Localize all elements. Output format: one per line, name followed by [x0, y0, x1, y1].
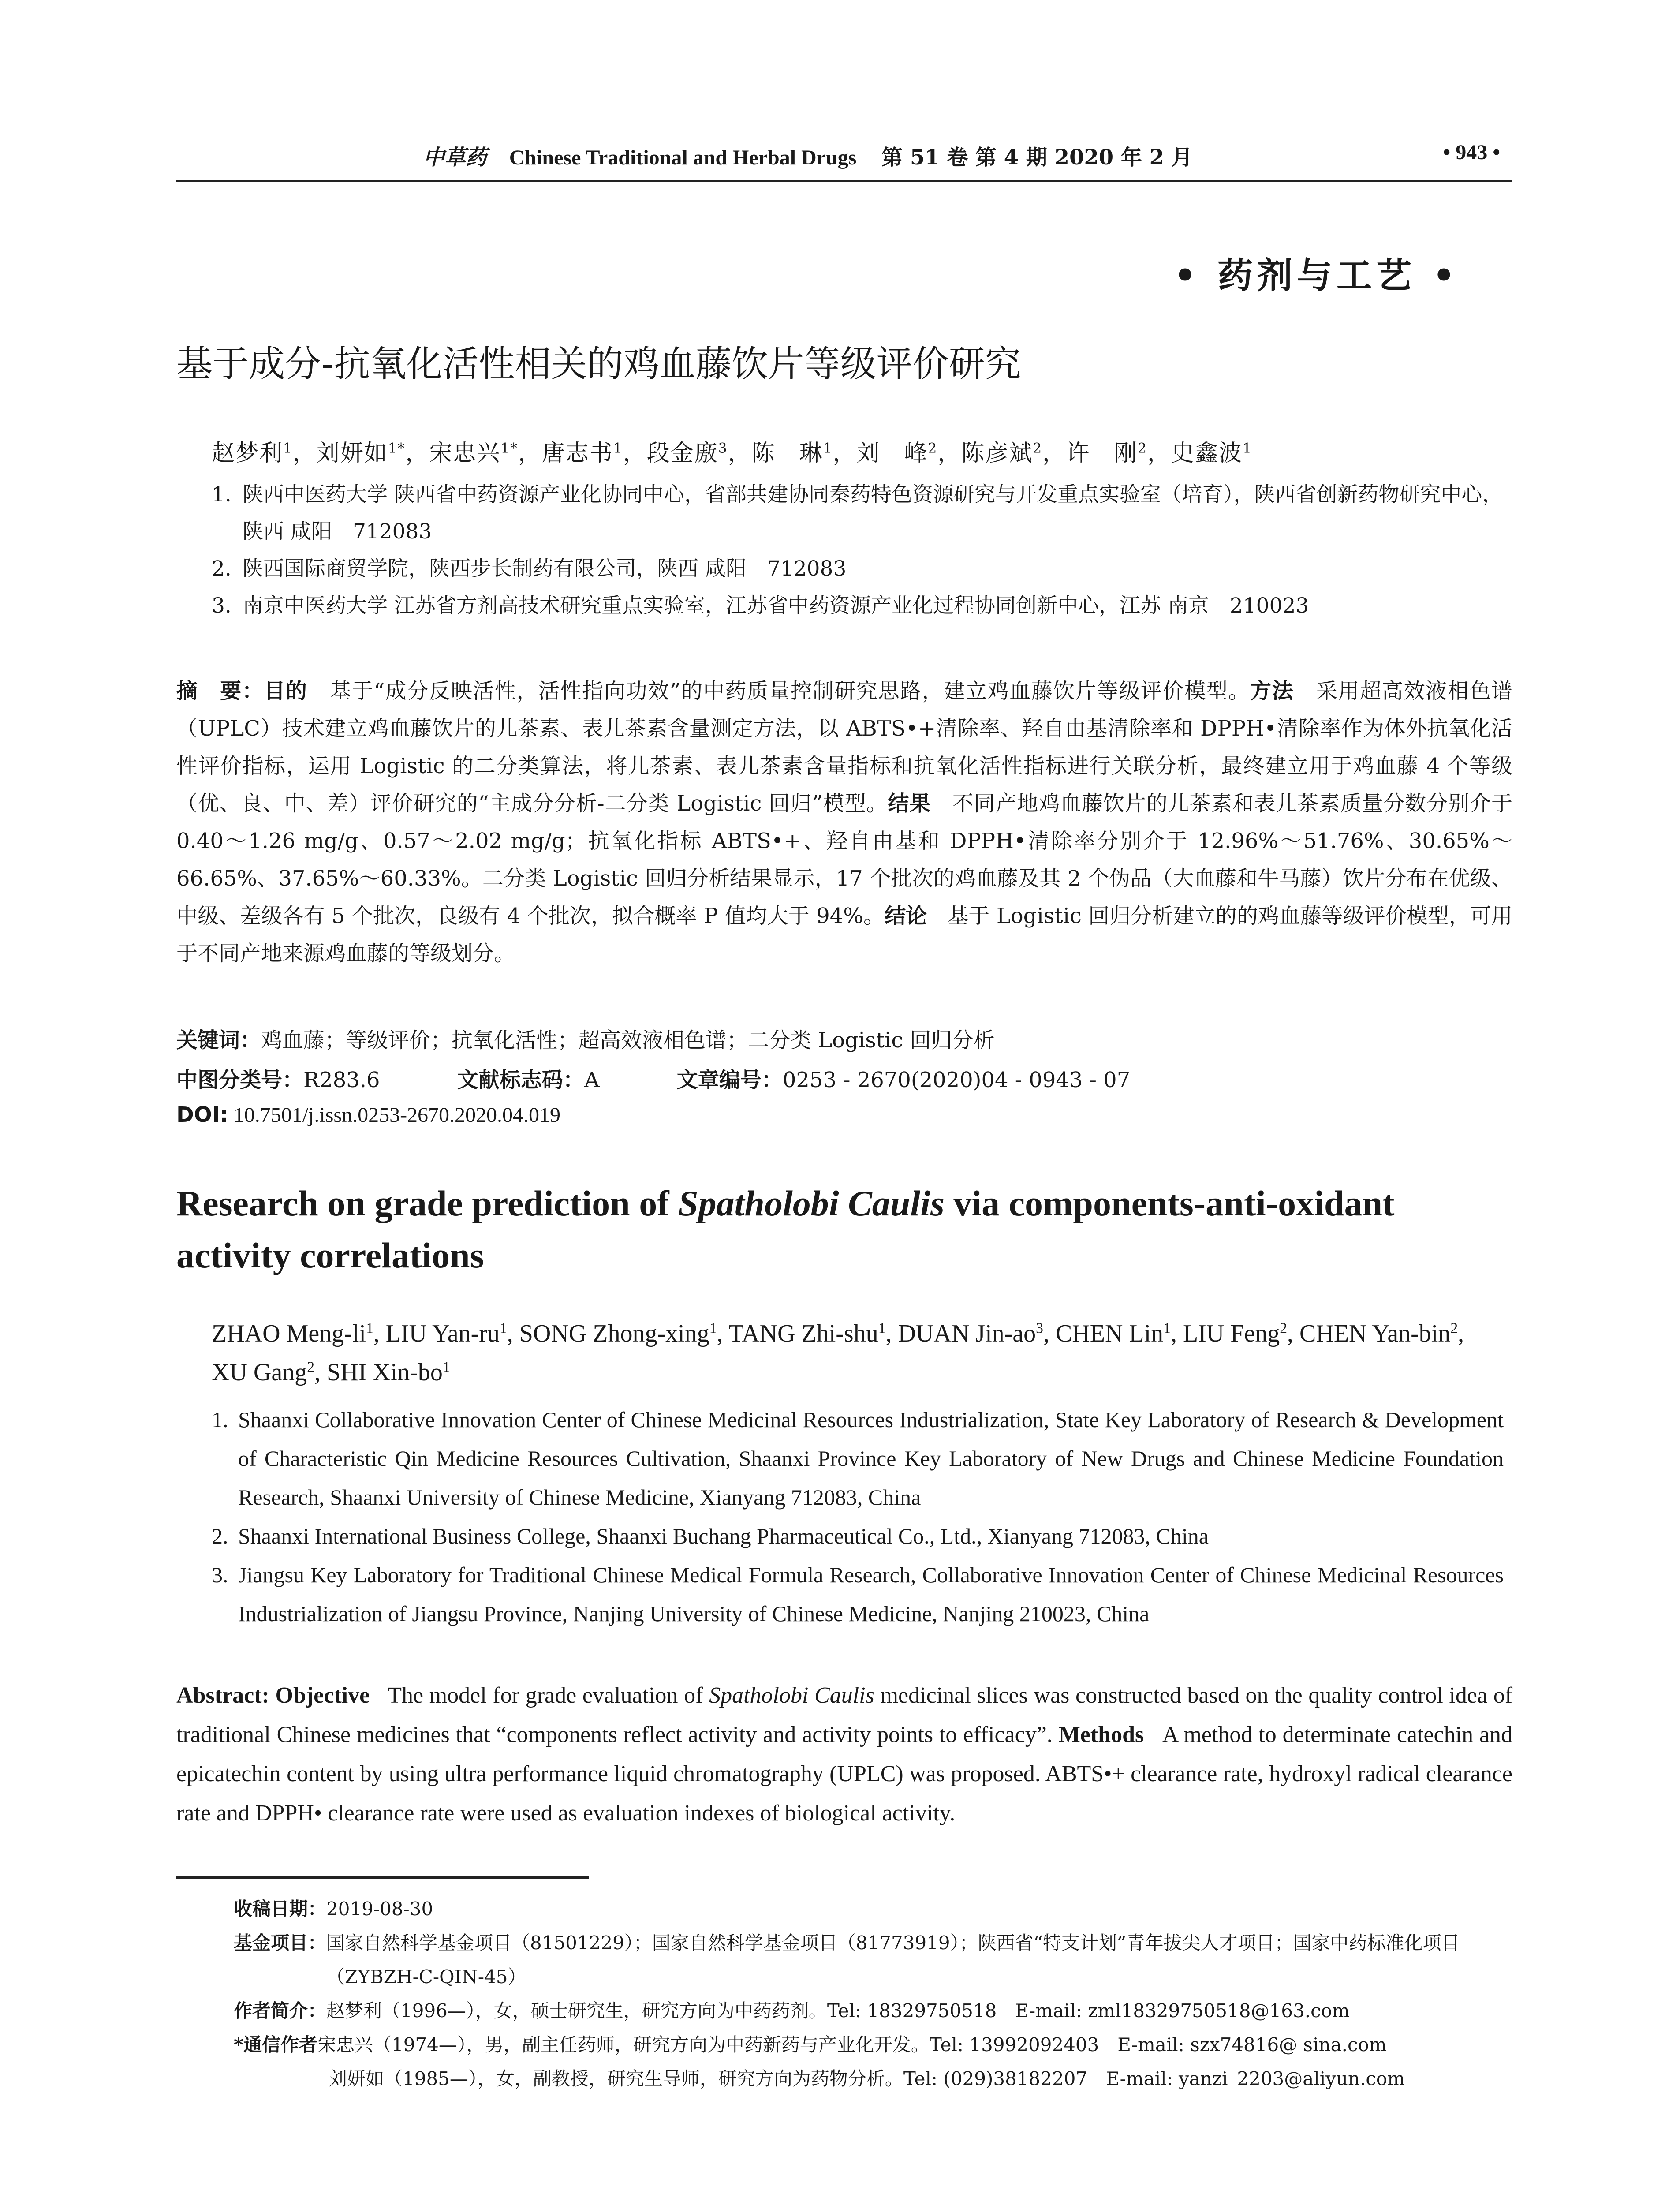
author-name-cn: 史鑫波: [1171, 440, 1243, 467]
classification-line: [176, 1063, 1130, 1093]
author-name-cn: 段金廒: [646, 440, 718, 467]
keywords-text: 鸡血藤；等级评价；抗氧化活性；超高效液相色谱；二分类 Logistic 回归分析: [261, 1028, 995, 1053]
methods-label-cn: 方法: [1250, 679, 1294, 703]
doi-value[interactable]: 10.7501/j.issn.0253-2670.2020.04.019: [233, 1103, 561, 1127]
affiliation-text: 陕西中医药大学 陕西省中药资源产业化协同中心，省部共建协同秦药特色资源研究与开发重点实验室（培育），陕西省创新药物研究中心，陕西 咸阳 712083: [243, 482, 1503, 544]
affiliations-en: [212, 1400, 1504, 1633]
objective-species-en: Spatholobi Caulis: [709, 1683, 874, 1708]
footnote-label: 作者简介：: [234, 2000, 327, 2022]
methods-label-en: Methods: [1058, 1722, 1144, 1747]
author-sup-cn: 2: [928, 440, 938, 456]
objective-label-cn: 目的: [264, 679, 308, 703]
affiliation-cn: [212, 476, 1504, 550]
footnote-label: *通信作者: [234, 2034, 317, 2056]
conclusion-label-cn: 结论: [885, 904, 927, 928]
abstract-cn-label: 摘 要：: [176, 679, 264, 703]
objective-text-cn: 基于“成分反映活性，活性指向功效”的中药质量控制研究思路，建立鸡血藤饮片等级评价模型。: [330, 679, 1251, 703]
doc-code-label: 文献标志码：: [457, 1068, 584, 1092]
doi-line: [176, 1102, 560, 1127]
author-sup-cn: 1: [1243, 440, 1252, 456]
keywords-label: 关键词：: [176, 1028, 261, 1053]
author-sup-en: 2: [1450, 1320, 1458, 1337]
clc-label: 中图分类号：: [176, 1068, 304, 1092]
abstract-en: [176, 1676, 1512, 1833]
article-id-label: 文章编号：: [676, 1068, 783, 1092]
affiliation-number: 2.: [212, 1524, 228, 1548]
running-header-title: [423, 140, 1193, 171]
author-sup-cn: 1*: [388, 440, 406, 456]
author-sup-en: 1: [366, 1320, 373, 1337]
footnotes: [234, 1892, 1512, 2096]
footnote-label: 收稿日期：: [234, 1898, 327, 1920]
author-sup-cn: 2: [1033, 440, 1043, 456]
authors-cn: 赵梦利$^1$，刘妍如$^{1*}$，宋忠兴$^{1*}$，唐志书$^1$，段金廒$^3$，陈 琳$^1$，刘 峰$^2$，陈彦斌$^2$，许 刚$^2$，史鑫波$^1$: [212, 440, 1252, 467]
author-sup-cn: 3: [718, 440, 728, 456]
author-name-en: CHEN Yan-bin: [1299, 1320, 1451, 1347]
author-sup-en: 1: [878, 1320, 886, 1337]
section-tag: • 药剂与工艺 •: [1174, 254, 1460, 296]
article-id-value: 0253 - 2670(2020)04 - 0943 - 07: [782, 1068, 1131, 1092]
doi-label: DOI:: [176, 1102, 228, 1127]
affiliation-en: [212, 1517, 1504, 1555]
page-number: • 943 •: [1443, 141, 1500, 164]
affiliation-cn: [212, 587, 1504, 624]
journal-name-cn: 中草药: [423, 145, 487, 170]
footnote: [234, 2062, 1512, 2096]
author-name-cn: 刘 峰: [856, 440, 928, 467]
affiliation-text: Shaanxi Collaborative Innovation Center of Chinese Medicinal Resources Industrialization, State Key Laboratory of Research & Development of Characteristic Qin Medicine Resources Cultivation, Shaanxi Province Key Laboratory of New Drugs and Chinese Medicine Foundation Research, Shaanxi University of Chinese Medicine, Xianyang 712083, China: [238, 1407, 1504, 1510]
doc-code-value: A: [584, 1068, 600, 1092]
affiliation-number: 1.: [212, 1407, 228, 1432]
objective-text-en: The model for grade evaluation of: [388, 1683, 709, 1708]
author-name-cn: 宋忠兴: [429, 440, 501, 467]
footnote: [234, 1994, 1512, 2028]
author-name-cn: 赵梦利: [212, 440, 284, 467]
footnote-label: 基金项目：: [234, 1932, 327, 1954]
footnote: [234, 2028, 1512, 2062]
results-text-cn: 不同产地鸡血藤饮片的儿茶素和表儿茶素质量分数分别介于 0.40～1.26 mg/g、0.57～2.02 mg/g；抗氧化指标 ABTS•+、羟自由基和 DPPH•清除率分别介于 12.96%～51.76%、30.65%～66.65%、37.65%～60.33%。二分类 Logistic 回归分析结果显示，17 个批次的鸡血藤及其 2 个伪品（大血藤和牛马藤）饮片分布在优级、中级、差级各有 5 个批次，良级有 4 个批次，拟合概率 P 值均大于 94%。: [176, 791, 1512, 928]
methods-text-cn: 采用超高效液相色谱（UPLC）技术建立鸡血藤饮片的儿茶素、表儿茶素含量测定方法，以 ABTS•+清除率、羟自由基清除率和 DPPH•清除率作为体外抗氧化活性评价指标，运用 Logistic 的二分类算法，将儿茶素、表儿茶素含量指标和抗氧化活性指标进行关联分析，最终建立用于鸡血藤 4 个等级（优、良、中、差）评价研究的“主成分分析-二分类 Logistic 回归”模型。: [176, 679, 1512, 816]
author-name-cn: 唐志书: [541, 440, 613, 467]
title-en: [176, 1177, 1512, 1282]
author-name-en: XU Gang: [212, 1359, 307, 1386]
author-name-cn: 刘妍如: [316, 440, 388, 467]
affiliation-number: 3.: [212, 1562, 228, 1587]
affiliation-text: Shaanxi International Business College, Shaanxi Buchang Pharmaceutical Co., Ltd., Xianyang 712083, China: [238, 1524, 1209, 1548]
author-sup-en: 1: [1163, 1320, 1171, 1337]
author-name-en: CHEN Lin: [1055, 1320, 1164, 1347]
author-sup-cn: 1: [613, 440, 623, 456]
clc-value: R283.6: [303, 1068, 380, 1092]
title-cn: 基于成分-抗氧化活性相关的鸡血藤饮片等级评价研究: [176, 343, 1021, 385]
footnote-label: [234, 2062, 329, 2096]
footnote-text: 赵梦利（1996—），女，硕士研究生，研究方向为中药药剂。Tel: 18329750518 E-mail: zml18329750518@163.com: [326, 2000, 1350, 2022]
author-sup-en: 1: [442, 1359, 450, 1375]
author-sup-cn: 1: [823, 440, 833, 456]
author-name-en: SHI Xin-bo: [326, 1359, 443, 1386]
footnote-text: 刘妍如（1985—），女，副教授，研究生导师，研究方向为药物分析。Tel: (029)38182207 E-mail: yanzi_2203@aliyun.com: [329, 2068, 1405, 2089]
affiliation-number: 1.: [212, 482, 231, 507]
issue-info: 第 51 卷 第 4 期 2020 年 2 月: [881, 145, 1193, 170]
authors-en: ZHAO Meng-$li^1$, LIU Yan-$ru^1$, SONG Zhong-xing$^1$, TANG Zhi-shu$^1$, DUAN Jin-$ao^3$, CHEN Lin$^1$, LIU Feng$^2$, CHEN Yan-bin$^2$, XU Gang$^2$, SHI Xin-$bo^1$: [212, 1320, 1464, 1386]
author-name-cn: 许 刚: [1066, 440, 1138, 467]
author-name-en: DUAN Jin-ao: [898, 1320, 1036, 1347]
affiliation-number: 3.: [212, 594, 231, 618]
affiliation-number: 2.: [212, 557, 231, 581]
author-sup-cn: 1: [283, 440, 293, 456]
author-sup-cn: 1*: [500, 440, 518, 456]
keywords-line: [176, 1023, 995, 1054]
author-name-en: LIU Feng: [1183, 1320, 1280, 1347]
footnote-text: 宋忠兴（1974—），男，副主任药师，研究方向为中药新药与产业化开发。Tel: 13992092403 E-mail: szx74816@ sina.com: [317, 2034, 1387, 2056]
title-en-species: Spatholobi Caulis: [678, 1183, 945, 1223]
author-sup-en: 2: [1280, 1320, 1288, 1337]
results-label-cn: 结果: [888, 791, 931, 816]
running-header: [176, 140, 1512, 182]
author-name-en: ZHAO Meng-li: [212, 1320, 366, 1347]
footnote: [234, 1926, 1512, 1994]
affiliation-text: 陕西国际商贸学院，陕西步长制药有限公司，陕西 咸阳 712083: [243, 557, 847, 581]
title-en-part: via components-anti-oxidant activity correlations: [176, 1183, 1395, 1275]
author-sup-en: 1: [499, 1320, 507, 1337]
title-en-part: Research on grade prediction of: [176, 1183, 679, 1223]
author-sup-en: 1: [709, 1320, 717, 1337]
affiliation-text: Jiangsu Key Laboratory for Traditional Chinese Medical Formula Research, Collaborative Innovation Center of Chinese Medicinal Resources Industrialization of Jiangsu Province, Nanjing University of Chinese Medicine, Nanjing 210023, China: [238, 1562, 1504, 1626]
objective-text-en-end: medicinal slices was constructed based on the quality control idea of traditional Chinese medicines that “components reflect activity and activity points to efficacy”.: [176, 1683, 1513, 1747]
footnote-text: 国家自然科学基金项目（81501229）；国家自然科学基金项目（81773919）；陕西省“特支计划”青年拔尖人才项目；国家中药标准化项目（ZYBZH-C-QIN-45）: [326, 1932, 1460, 1988]
footnote-rule: [176, 1876, 589, 1879]
abstract-cn: [176, 673, 1512, 972]
footnote-text: 2019-08-30: [326, 1898, 433, 1920]
author-name-cn: 陈 琳: [751, 440, 823, 467]
footnote: [234, 1892, 1512, 1926]
author-name-en: TANG Zhi-shu: [728, 1320, 878, 1347]
journal-name-en: Chinese Traditional and Herbal Drugs: [509, 146, 857, 169]
affiliation-text: 南京中医药大学 江苏省方剂高技术研究重点实验室，江苏省中药资源产业化过程协同创新中心，江苏 南京 210023: [243, 594, 1309, 618]
author-sup-cn: 2: [1138, 440, 1148, 456]
affiliations-cn: [212, 476, 1504, 624]
conclusion-text-cn: 基于 Logistic 回归分析建立的的鸡血藤等级评价模型，可用于不同产地来源鸡血藤的等级划分。: [176, 904, 1512, 966]
methods-text-en: A method to determinate catechin and epicatechin content by using ultra performance liquid chromatography (UPLC) was proposed. ABTS•+ clearance rate, hydroxyl radical clearance rate and DPPH• clearance rate were used as evaluation indexes of biological activity.: [176, 1722, 1513, 1826]
author-sup-en: 2: [307, 1359, 314, 1375]
affiliation-cn: [212, 550, 1504, 587]
author-name-en: LIU Yan-ru: [385, 1320, 500, 1347]
author-name-en: SONG Zhong-xing: [519, 1320, 709, 1347]
author-name-cn: 陈彦斌: [961, 440, 1033, 467]
abstract-en-label: Abstract: Objective: [176, 1683, 370, 1708]
affiliation-en: [212, 1400, 1504, 1517]
author-sup-en: 3: [1036, 1320, 1043, 1337]
affiliation-en: [212, 1555, 1504, 1633]
